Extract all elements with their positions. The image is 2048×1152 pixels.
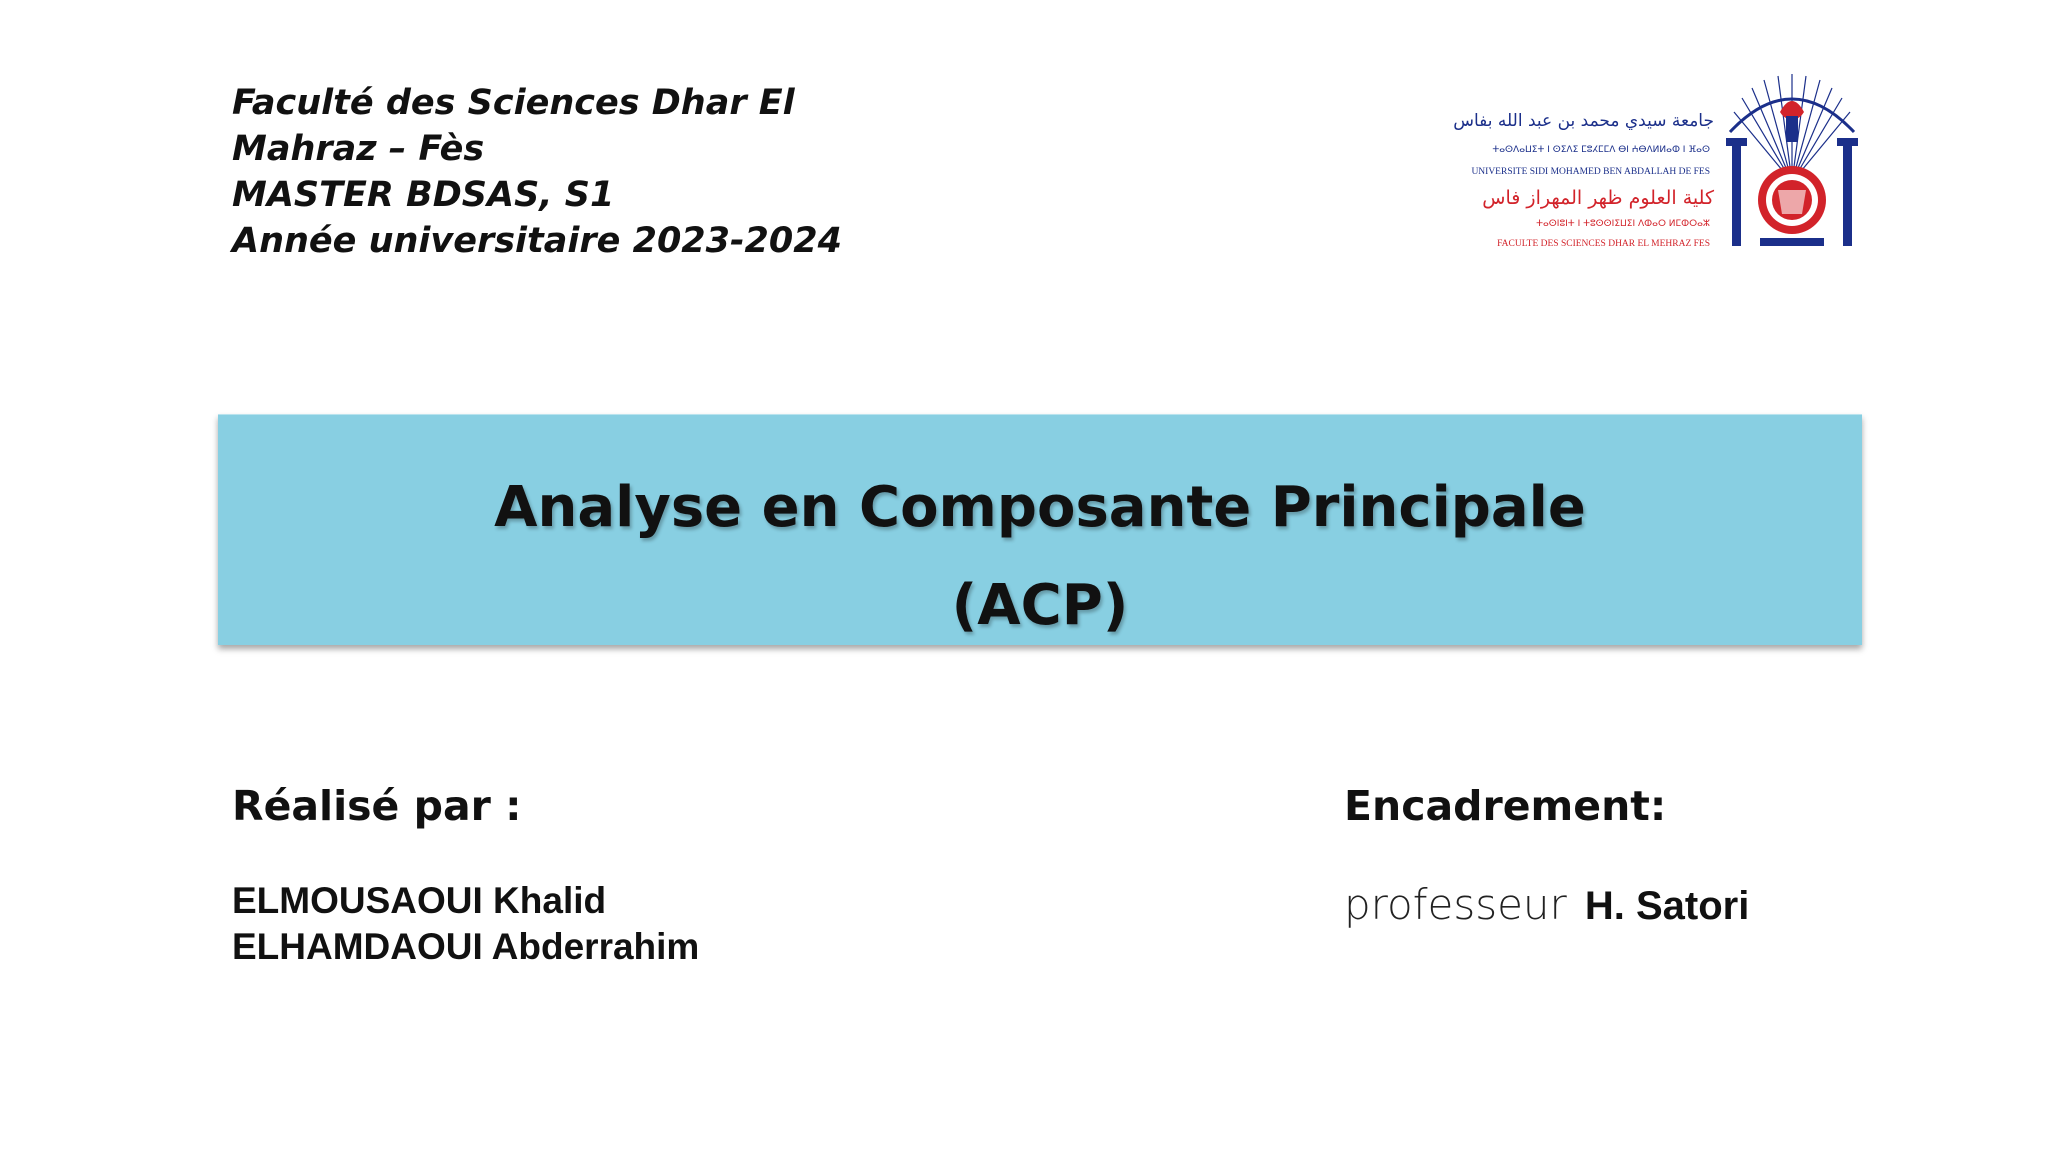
author-name: ELMOUSAOUI Khalid bbox=[232, 880, 607, 921]
university-logo-graphic bbox=[1434, 72, 1858, 258]
presentation-acronym: (ACP) bbox=[951, 573, 1129, 638]
header-line-faculty: Faculté des Sciences Dhar El bbox=[232, 83, 795, 123]
logo-tifinagh-university: ⵜⴰⵙⴷⴰⵡⵉⵜ ⵏ ⵙⵉⴷⵉ ⵎⵓⵃⵎⵎⴷ ⴱⵏ ⵄⴱⴷⵍⵍⴰⵀ ⵏ ⴼⴰⵙ bbox=[1492, 145, 1710, 155]
supervisor-role: professeur bbox=[1344, 880, 1567, 929]
logo-arabic-faculty: كلية العلوم ظهر المهراز فاس bbox=[1482, 187, 1714, 209]
supervision-label: Encadrement: bbox=[1344, 782, 1667, 830]
logo-tifinagh-faculty: ⵜⴰⵙⵏⵓⵏⵜ ⵏ ⵜⵓⵙⵙⵏⵉⵡⵉⵏ ⴷⵀⴰⵔ ⵍⵎⵀⵔⴰⵣ bbox=[1536, 219, 1710, 229]
authors-list bbox=[232, 878, 699, 970]
logo-french-university: UNIVERSITE SIDI MOHAMED BEN ABDALLAH DE FES bbox=[1471, 167, 1710, 177]
header-line-city: Mahraz – Fès bbox=[232, 129, 485, 169]
logo-french-faculty: FACULTE DES SCIENCES DHAR EL MEHRAZ FES bbox=[1497, 239, 1710, 249]
header-line-program: MASTER BDSAS, S1 bbox=[232, 175, 615, 215]
presentation-title: Analyse en Composante Principale bbox=[494, 475, 1586, 540]
supervisor bbox=[1344, 880, 1749, 929]
authors-label: Réalisé par : bbox=[232, 782, 522, 830]
title-banner bbox=[218, 414, 1862, 645]
header-line-year: Année universitaire 2023-2024 bbox=[232, 221, 842, 261]
author-name: ELHAMDAOUI Abderrahim bbox=[232, 926, 700, 967]
supervisor-name: H. Satori bbox=[1584, 884, 1750, 928]
institution-header bbox=[232, 80, 842, 264]
university-logo bbox=[1434, 72, 1858, 258]
logo-emblem bbox=[1726, 74, 1858, 246]
logo-arabic-university: جامعة سيدي محمد بن عبد الله بفاس bbox=[1453, 111, 1714, 131]
